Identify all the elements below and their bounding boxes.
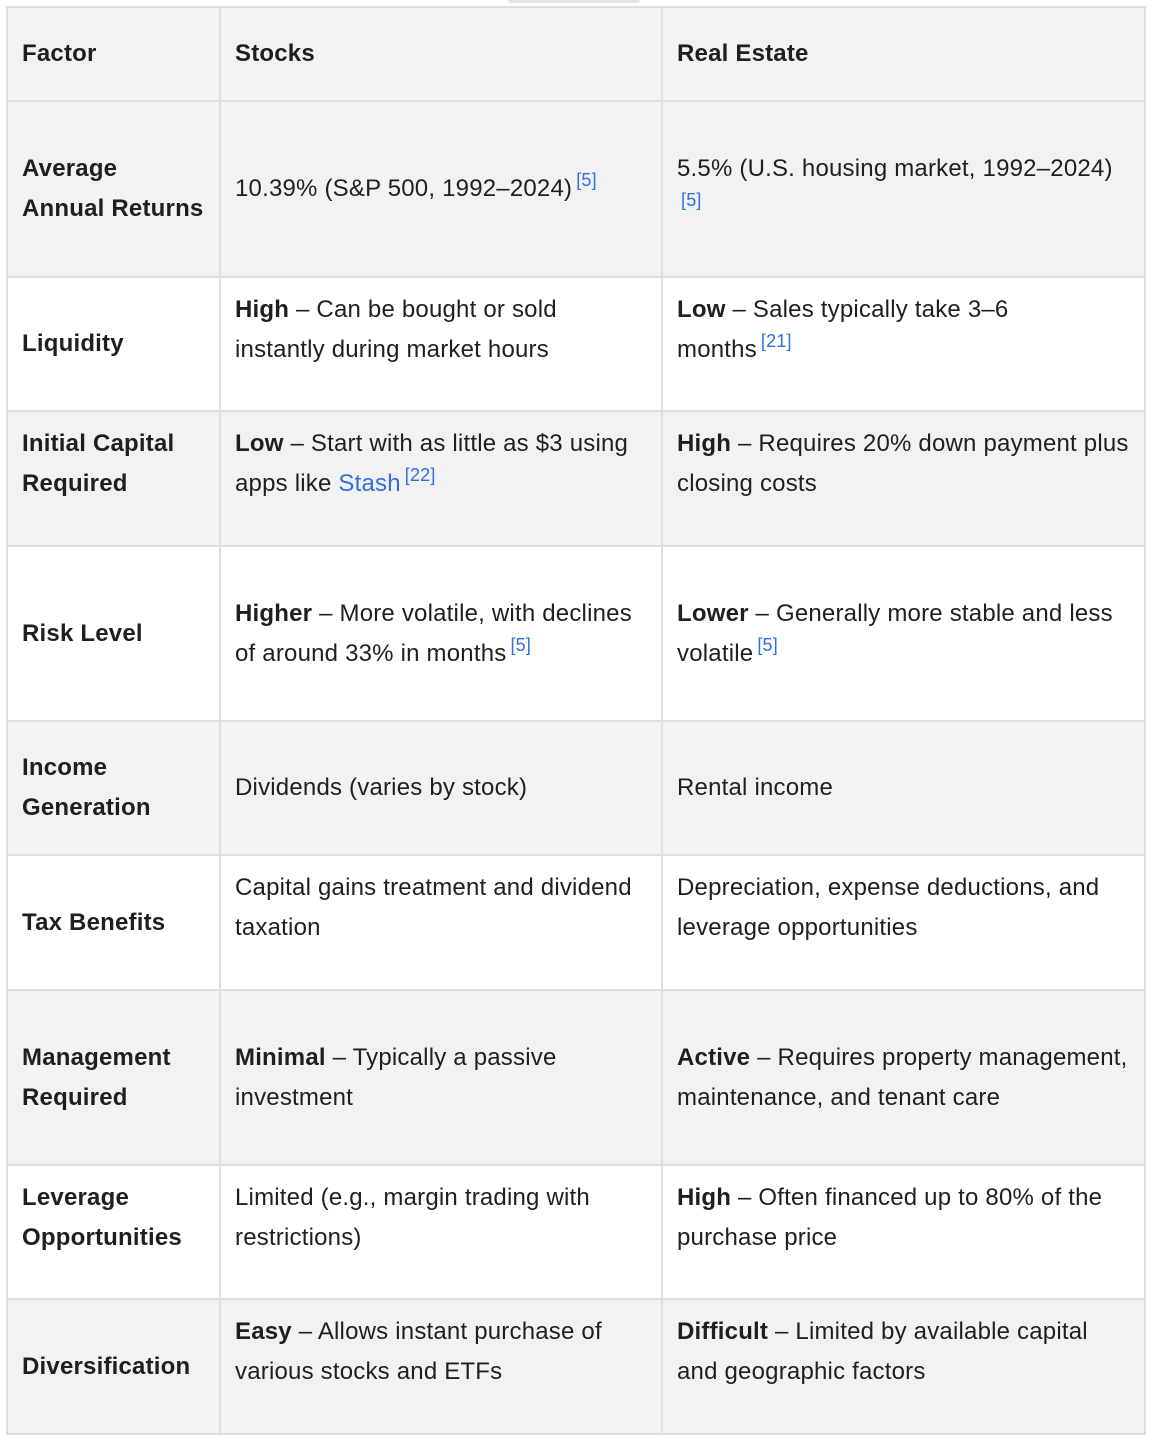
- factor-cell: Liquidity: [7, 277, 220, 411]
- comparison-table: [6, 6, 1146, 1435]
- cell-text: – More volatile, with declines of around 33% in months: [235, 599, 632, 667]
- cell-text: – Start with as little as $3 using apps like: [235, 430, 629, 497]
- stocks-cell: [220, 721, 662, 855]
- cell-text: – Requires 20% down payment plus closing costs: [677, 430, 1129, 497]
- cell-text: Depreciation, expense deductions, and leverage opportunities: [677, 874, 1100, 941]
- table-row: [7, 1299, 1145, 1434]
- table-row: [7, 277, 1145, 411]
- citation-link[interactable]: [5]: [576, 170, 597, 190]
- real-estate-cell: [662, 855, 1145, 990]
- table-row: [7, 411, 1145, 546]
- real-estate-cell: [662, 546, 1145, 721]
- factor-cell: Tax Benefits: [7, 855, 220, 990]
- cell-text: 5.5% (U.S. housing market, 1992–2024): [677, 155, 1113, 182]
- real-estate-cell: [662, 990, 1145, 1165]
- cell-lead: Difficult: [677, 1318, 769, 1345]
- cell-text: – Often financed up to 80% of the purchase price: [677, 1184, 1103, 1251]
- cell-text: – Typically a passive investment: [235, 1043, 557, 1111]
- cell-lead: Lower: [677, 599, 749, 627]
- real-estate-cell: [662, 411, 1145, 546]
- cell-lead: Higher: [235, 599, 313, 627]
- header-stocks: Stocks: [220, 7, 662, 101]
- cell-lead: Active: [677, 1043, 751, 1071]
- stocks-cell: [220, 990, 662, 1165]
- real-estate-cell: [662, 1165, 1145, 1299]
- top-tab-indicator: [508, 0, 640, 3]
- factor-cell: Average Annual Returns: [7, 101, 220, 277]
- factor-cell: Initial Capital Required: [7, 411, 220, 546]
- real-estate-cell: [662, 721, 1145, 855]
- citation-link[interactable]: [5]: [681, 190, 702, 210]
- table-row: [7, 1165, 1145, 1299]
- real-estate-cell: [662, 1299, 1145, 1434]
- cell-text: – Sales typically take 3–6 months: [677, 296, 1009, 363]
- cell-lead: Easy: [235, 1318, 292, 1345]
- table-row: [7, 855, 1145, 990]
- stocks-cell: [220, 855, 662, 990]
- citation-link[interactable]: [5]: [757, 634, 778, 655]
- factor-cell: Diversification: [7, 1299, 220, 1434]
- stocks-cell: [220, 1165, 662, 1299]
- cell-text: – Requires property management, maintenance, and tenant care: [677, 1043, 1128, 1111]
- citation-link[interactable]: [22]: [404, 465, 436, 485]
- stocks-cell: [220, 277, 662, 411]
- cell-text: – Allows instant purchase of various stocks and ETFs: [235, 1318, 602, 1385]
- factor-cell: Management Required: [7, 990, 220, 1165]
- cell-lead: High: [677, 1184, 732, 1211]
- cell-text: Capital gains treatment and dividend taxation: [235, 874, 632, 941]
- cell-lead: High: [235, 296, 290, 323]
- stocks-cell: [220, 101, 662, 277]
- cell-text: 10.39% (S&P 500, 1992–2024): [235, 175, 573, 202]
- header-row: [7, 7, 1145, 101]
- cell-lead: Low: [677, 296, 726, 323]
- citation-link[interactable]: [5]: [510, 634, 532, 655]
- citation-link[interactable]: [21]: [760, 331, 792, 351]
- stash-link[interactable]: Stash: [338, 470, 401, 497]
- cell-lead: High: [677, 430, 732, 457]
- stocks-cell: [220, 546, 662, 721]
- cell-text: Dividends (varies by stock): [235, 774, 528, 801]
- table-row: [7, 721, 1145, 855]
- real-estate-cell: [662, 101, 1145, 277]
- cell-text: – Generally more stable and less volatile: [677, 599, 1113, 667]
- table-row: [7, 990, 1145, 1165]
- cell-lead: Low: [235, 430, 284, 457]
- factor-cell: Income Generation: [7, 721, 220, 855]
- table-row: [7, 101, 1145, 277]
- cell-text: Limited (e.g., margin trading with restrictions): [235, 1184, 590, 1251]
- cell-text: – Limited by available capital and geographic factors: [677, 1318, 1088, 1385]
- table-row: [7, 546, 1145, 721]
- factor-cell: Leverage Opportunities: [7, 1165, 220, 1299]
- header-factor: Factor: [7, 7, 220, 101]
- real-estate-cell: [662, 277, 1145, 411]
- cell-text: Rental income: [677, 774, 834, 801]
- stocks-cell: [220, 1299, 662, 1434]
- stocks-cell: [220, 411, 662, 546]
- factor-cell: Risk Level: [7, 546, 220, 721]
- cell-lead: Minimal: [235, 1043, 326, 1071]
- cell-text: – Can be bought or sold instantly during market hours: [235, 296, 557, 363]
- header-real-estate: Real Estate: [662, 7, 1145, 101]
